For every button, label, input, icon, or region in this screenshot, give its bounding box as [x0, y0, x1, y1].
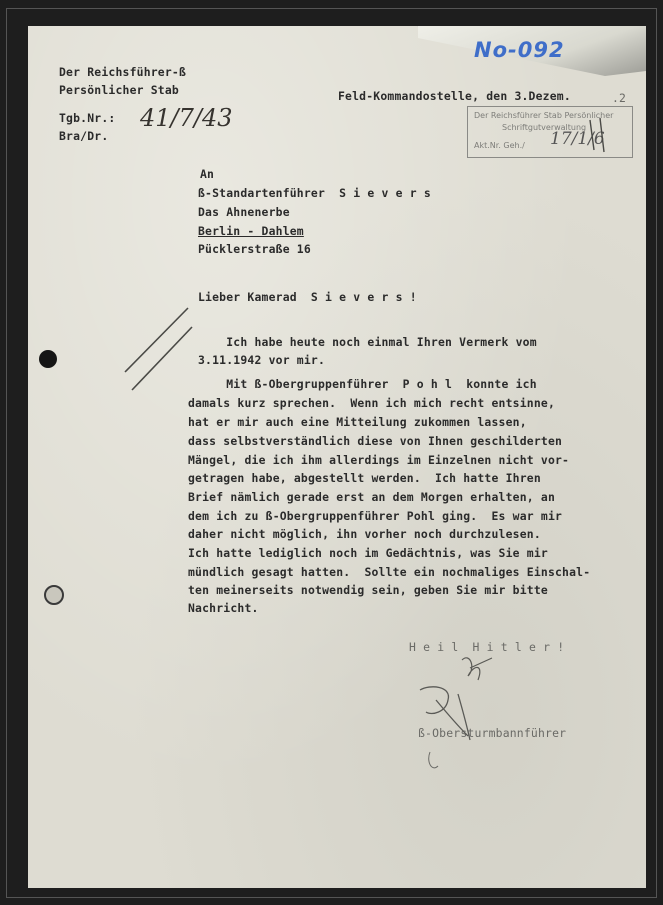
body-line: Ich hatte lediglich noch im Gedächtnis, was Sie mir [188, 546, 548, 560]
letterhead-line1: Der Reichsführer-ß [59, 65, 187, 79]
place-date: Feld-Kommandostelle, den 3.Dezem. [338, 89, 571, 103]
recipient-street: Pücklerstraße 16 [198, 242, 311, 256]
body-line: Nachricht. [188, 601, 259, 615]
recipient-org: Das Ahnenerbe [198, 205, 290, 219]
stamp-handwritten-number: 17/1/6 [550, 129, 605, 149]
body-line: getragen habe, abgestellt werden. Ich hatte Ihren [188, 471, 541, 485]
reference-mark: No-092 [474, 38, 565, 62]
body-line: mündlich gesagt hatten. Sollte ein nochmaliges Einschal- [188, 565, 591, 579]
recipient-city: Berlin - Dahlem [198, 224, 304, 238]
letterhead-line2: Persönlicher Stab [59, 83, 179, 97]
body-line: Brief nämlich gerade erst an dem Morgen erhalten, an [188, 490, 556, 504]
closing: H e i l H i t l e r ! [409, 640, 565, 654]
tgb-label: Tgb.Nr.: [59, 111, 116, 125]
body-line: Mängel, die ich ihm allerdings im Einzelnen nicht vor- [188, 453, 570, 467]
body-line: hat er mir auch eine Mitteilung zukommen lassen, [188, 415, 527, 429]
body-line: ten meinerseits notwendig sein, geben Sie mir bitte [188, 583, 548, 597]
salutation: Lieber Kamerad S i e v e r s ! [198, 290, 417, 304]
body-line: dem ich zu ß-Obergruppenführer Pohl ging. Es war mir [188, 509, 563, 523]
stamp-line2: Schriftgutverwaltung [502, 123, 587, 132]
body-line: Ich habe heute noch einmal Ihren Vermerk vom [198, 335, 537, 349]
body-line: damals kurz sprechen. Wenn ich mich recht entsinne, [188, 396, 556, 410]
body-line: 3.11.1942 vor mir. [198, 353, 326, 367]
initials: Bra/Dr. [59, 129, 109, 143]
signature-rank: ß-Obersturmbannführer [418, 726, 567, 740]
body-line: dass selbstverständlich diese von Ihnen geschilderten [188, 434, 563, 448]
body-line: daher nicht möglich, ihn vorher noch durchzulesen. [188, 527, 541, 541]
recipient-an: An [200, 167, 215, 181]
stamp-line1: Der Reichsführer Stab Persönlicher [474, 111, 614, 120]
recipient-name: ß-Standartenführer S i e v e r s [198, 186, 431, 200]
signature-initials [462, 658, 492, 680]
stamp-line3: Akt.Nr. Geh./ [474, 141, 525, 150]
tgb-number: 41/7/43 [140, 104, 233, 132]
year-fragment: .2 [612, 91, 627, 105]
signature [420, 687, 470, 740]
body-line: Mit ß-Obergruppenführer P o h l konnte ich [198, 377, 537, 391]
